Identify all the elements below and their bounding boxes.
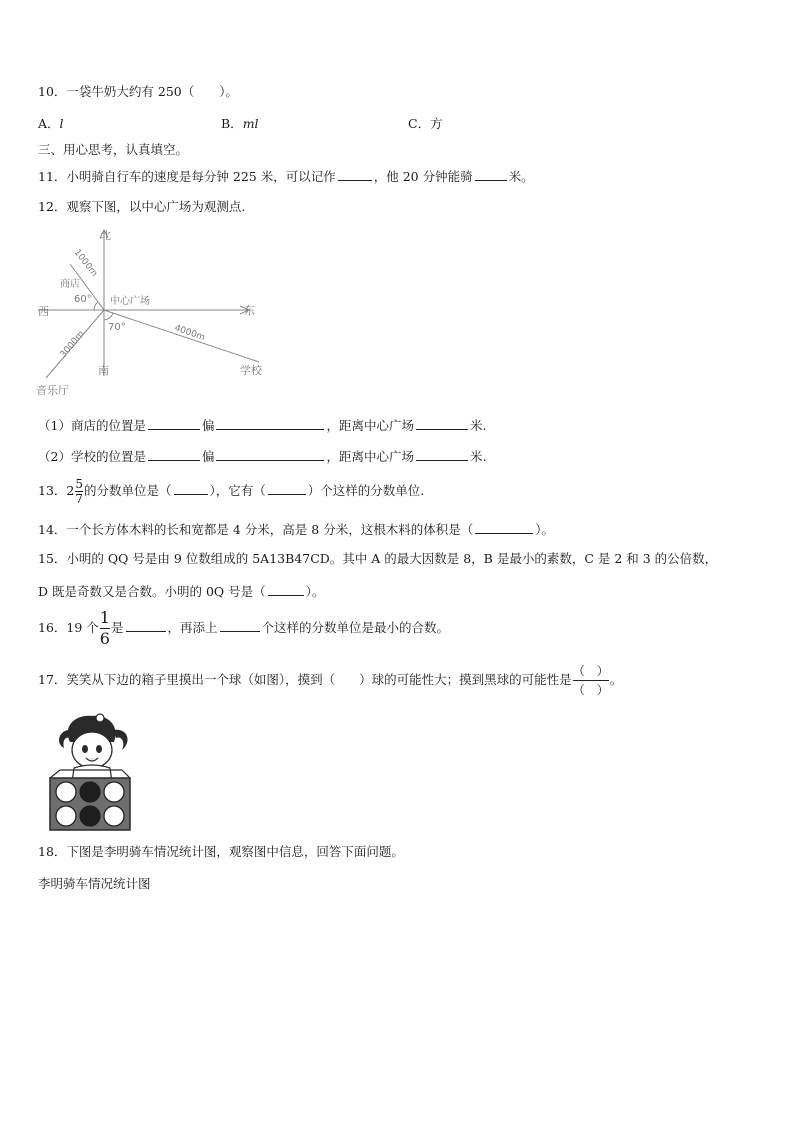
answer-blank[interactable]: [126, 618, 166, 632]
option-b[interactable]: B．ml: [221, 116, 259, 131]
answer-blank[interactable]: [174, 481, 208, 495]
question-11: 11．小明骑自行车的速度是每分钟 225 米，可以记作 ，他 20 分钟能骑 米。: [38, 169, 534, 184]
question-14: 14．一个长方体木料的长和宽都是 4 分米，高是 8 分米，这根木料的体积是（ ）。: [38, 522, 554, 537]
answer-blank[interactable]: [268, 582, 304, 596]
answer-blank[interactable]: [416, 447, 468, 461]
map-south-label: 南: [98, 364, 109, 377]
answer-blank[interactable]: [216, 416, 324, 430]
map-north-label: 北: [100, 229, 111, 242]
option-a[interactable]: A．l: [38, 116, 64, 131]
answer-blank[interactable]: [220, 618, 260, 632]
map-west-label: 西: [38, 305, 49, 318]
black-ball: [80, 782, 100, 802]
answer-blank[interactable]: [148, 416, 200, 430]
ball-box-illustration: [46, 712, 136, 834]
map-shop-angle: 60°: [74, 294, 92, 305]
question-10: [38, 84, 238, 100]
black-ball: [80, 806, 100, 826]
girl-face-icon: [72, 732, 112, 768]
option-c[interactable]: C．方: [408, 116, 443, 131]
question-12-sub2: （2）学校的位置是 偏 ，距离中心广场 米.: [38, 449, 487, 464]
question-15-line2: D 既是奇数又是合数。小明的 0Q 号是（ ）。: [38, 584, 325, 599]
chart-title: 李明骑车情况统计图: [38, 876, 151, 891]
question-13: 13．2 $\frac{5}{7}$ 的分数单位是（ ），它有（ ）个这样的分数单位.: [38, 477, 425, 506]
question-12: 12．观察下图，以中心广场为观测点.: [38, 199, 246, 214]
mixed-number-whole: 2: [66, 483, 75, 498]
question-12-sub1: （1）商店的位置是 偏 ，距离中心广场 米.: [38, 418, 487, 433]
white-ball: [56, 806, 76, 826]
map-shop-label: 商店: [60, 279, 80, 290]
question-17: 17．笑笑从下边的箱子里摸出一个球（如图），摸到（ ）球的可能性大；摸到黑球的可能性是 $\frac{( )}{( )}$ 。: [38, 664, 623, 697]
question-15-line1: 15．小明的 QQ 号是由 9 位数组成的 5A13B47CD。其中 A 的最大因数是 8，B 是最小的素数，C 是 2 和 3 的公倍数，: [38, 551, 718, 566]
white-ball: [104, 806, 124, 826]
answer-blank[interactable]: [475, 520, 533, 534]
map-school-angle: 70°: [108, 322, 126, 333]
probability-fraction[interactable]: $\frac{( )}{( )}$: [572, 664, 609, 697]
map-east-label: 东: [244, 304, 255, 317]
white-ball: [56, 782, 76, 802]
white-ball: [104, 782, 124, 802]
map-center-label: 中心广场: [110, 296, 150, 307]
map-school-distance: 4000m: [173, 323, 207, 344]
answer-blank[interactable]: [338, 167, 372, 181]
map-hall-label: 音乐厅: [36, 384, 69, 396]
map-hall-distance: 3000m: [58, 329, 87, 360]
question-18: 18．下图是李明骑车情况统计图，观察图中信息，回答下面问题。: [38, 844, 404, 859]
question-10-text: 10．一袋牛奶大约有 250（ ）。: [38, 84, 238, 99]
answer-blank[interactable]: [416, 416, 468, 430]
answer-blank[interactable]: [268, 481, 306, 495]
map-school-label: 学校: [240, 364, 262, 377]
question-16: 16．19 个 $\frac{1}{6}$ 是 ，再添上 个这样的分数单位是最小的合数。: [38, 608, 450, 648]
direction-map: [34, 226, 284, 396]
section-heading: 三、用心思考，认真填空。: [38, 142, 189, 157]
answer-blank[interactable]: [475, 167, 507, 181]
unit-fraction: $\frac{1}{6}$: [99, 608, 110, 648]
question-10-options: [38, 116, 778, 132]
answer-blank[interactable]: [148, 447, 200, 461]
answer-blank[interactable]: [216, 447, 324, 461]
mixed-number-fraction: $\frac{5}{7}$: [75, 477, 83, 506]
map-shop-distance: 1000m: [71, 247, 100, 279]
